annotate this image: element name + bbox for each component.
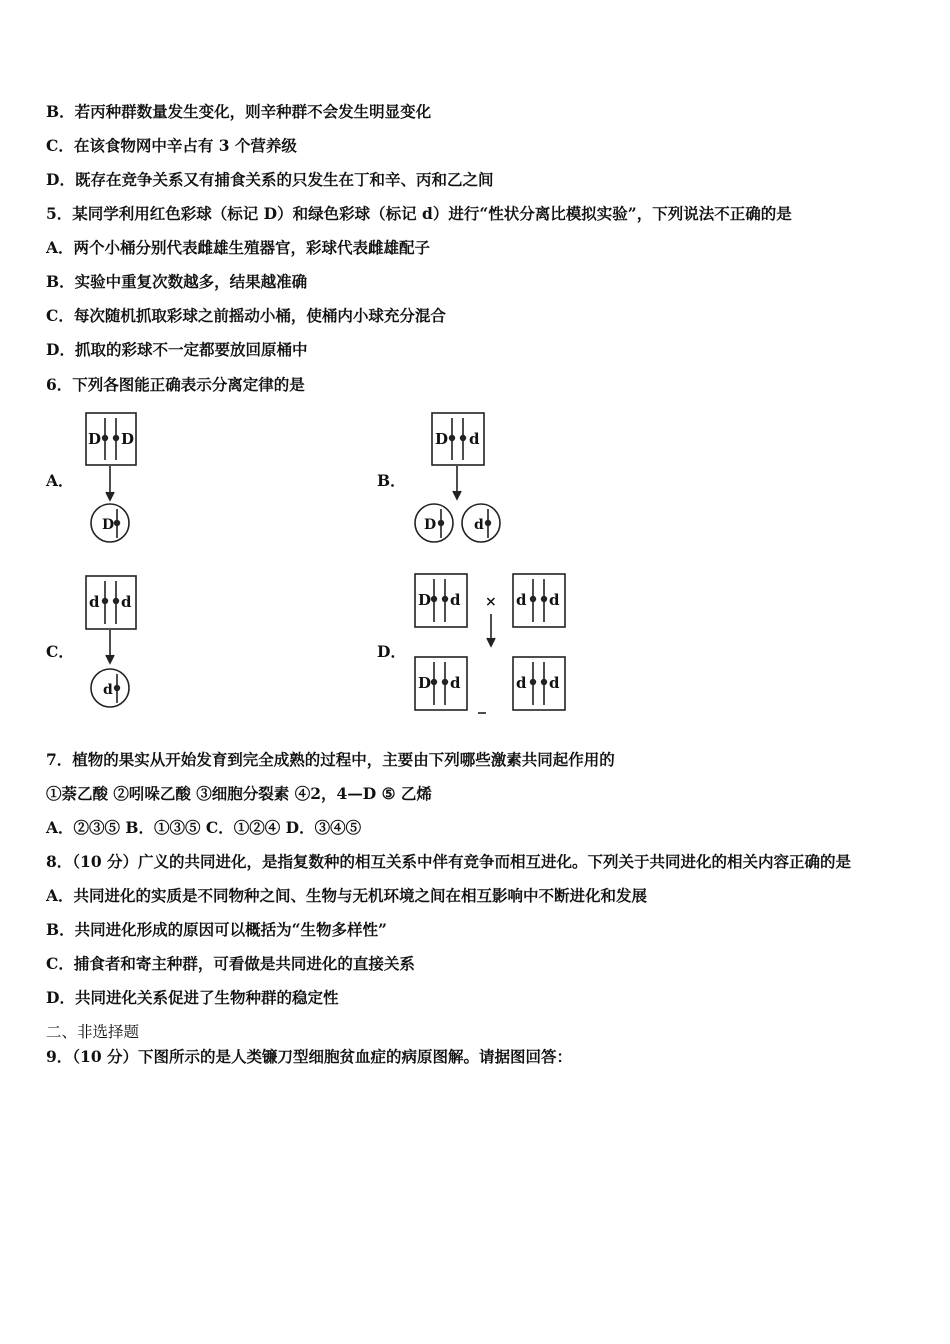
q8-option-d: D．共同进化关系促进了生物种群的稳定性 bbox=[46, 988, 339, 1007]
q7-stem: 7．植物的果实从开始发育到完全成熟的过程中，主要由下列哪些激素共同起作用的 bbox=[46, 750, 615, 769]
section-2-title: 二、非选择题 bbox=[46, 1023, 140, 1041]
d-cross-sign: × bbox=[485, 594, 497, 610]
d-offspring-1-allele-right: d bbox=[450, 674, 461, 692]
q6-label-a: A． bbox=[46, 471, 74, 490]
a-cell-allele-right: D bbox=[121, 430, 135, 448]
q5-option-b: B．实验中重复次数越多，结果越准确 bbox=[46, 272, 308, 291]
q6-label-b: B． bbox=[377, 471, 406, 490]
c-cell-allele-right: d bbox=[121, 593, 132, 611]
d-offspring-2-allele-left: d bbox=[516, 674, 527, 692]
q6-stem: 6．下列各图能正确表示分离定律的是 bbox=[46, 375, 305, 394]
q4-option-d: D．既存在竞争关系又有捕食关系的只发生在丁和辛、丙和乙之间 bbox=[46, 170, 494, 189]
q9-stem: 9．（10 分）下图所示的是人类镰刀型细胞贫血症的病原图解。请据图回答： bbox=[46, 1047, 573, 1066]
q4-option-b: B．若丙种群数量发生变化，则辛种群不会发生明显变化 bbox=[46, 102, 432, 121]
q5-stem: 5．某同学利用红色彩球（标记 D）和绿色彩球（标记 d）进行“性状分离比模拟实验”，下列说法不正确的是 bbox=[46, 204, 792, 223]
q7-options: A．②③⑤ B．①③⑤ C．①②④ D．③④⑤ bbox=[46, 818, 362, 837]
q8-option-a: A．共同进化的实质是不同物种之间、生物与无机环境之间在相互影响中不断进化和发展 bbox=[46, 886, 648, 905]
c-gamete-allele: d bbox=[103, 682, 113, 698]
d-parent-1-allele-left: D bbox=[418, 591, 432, 609]
q4-option-c: C．在该食物网中辛占有 3 个营养级 bbox=[46, 136, 297, 155]
b-cell-allele-left: D bbox=[435, 430, 449, 448]
q5-option-d: D．抓取的彩球不一定都要放回原桶中 bbox=[46, 340, 308, 359]
d-parent-1-allele-right: d bbox=[450, 591, 461, 609]
q5-option-a: A．两个小桶分别代表雌雄生殖器官，彩球代表雌雄配子 bbox=[46, 238, 431, 257]
q6-label-c: C． bbox=[46, 642, 74, 661]
q8-stem: 8．（10 分）广义的共同进化，是指复数种的相互关系中伴有竞争而相互进化。下列关于共同进化的相关内容正确的是 bbox=[46, 852, 852, 871]
d-offspring-2-allele-right: d bbox=[549, 674, 560, 692]
a-gamete-allele: D bbox=[102, 517, 115, 533]
q8-option-c: C．捕食者和寄主种群，可看做是共同进化的直接关系 bbox=[46, 954, 415, 973]
b-gamete-1-allele: D bbox=[424, 517, 437, 533]
d-parent-2-allele-left: d bbox=[516, 591, 527, 609]
q8-option-b: B．共同进化形成的原因可以概括为“生物多样性” bbox=[46, 920, 387, 939]
q6-label-d: D． bbox=[377, 642, 406, 661]
q7-items: ①萘乙酸 ②吲哚乙酸 ③细胞分裂素 ④2，4—D ⑤ 乙烯 bbox=[46, 784, 432, 803]
a-cell-allele-left: D bbox=[88, 430, 102, 448]
c-cell-allele-left: d bbox=[89, 593, 100, 611]
d-offspring-1-allele-left: D bbox=[418, 674, 432, 692]
d-parent-2-allele-right: d bbox=[549, 591, 560, 609]
b-cell-allele-right: d bbox=[469, 430, 480, 448]
b-gamete-2-allele: d bbox=[474, 517, 484, 533]
q5-option-c: C．每次随机抓取彩球之前摇动小桶，使桶内小球充分混合 bbox=[46, 306, 446, 325]
